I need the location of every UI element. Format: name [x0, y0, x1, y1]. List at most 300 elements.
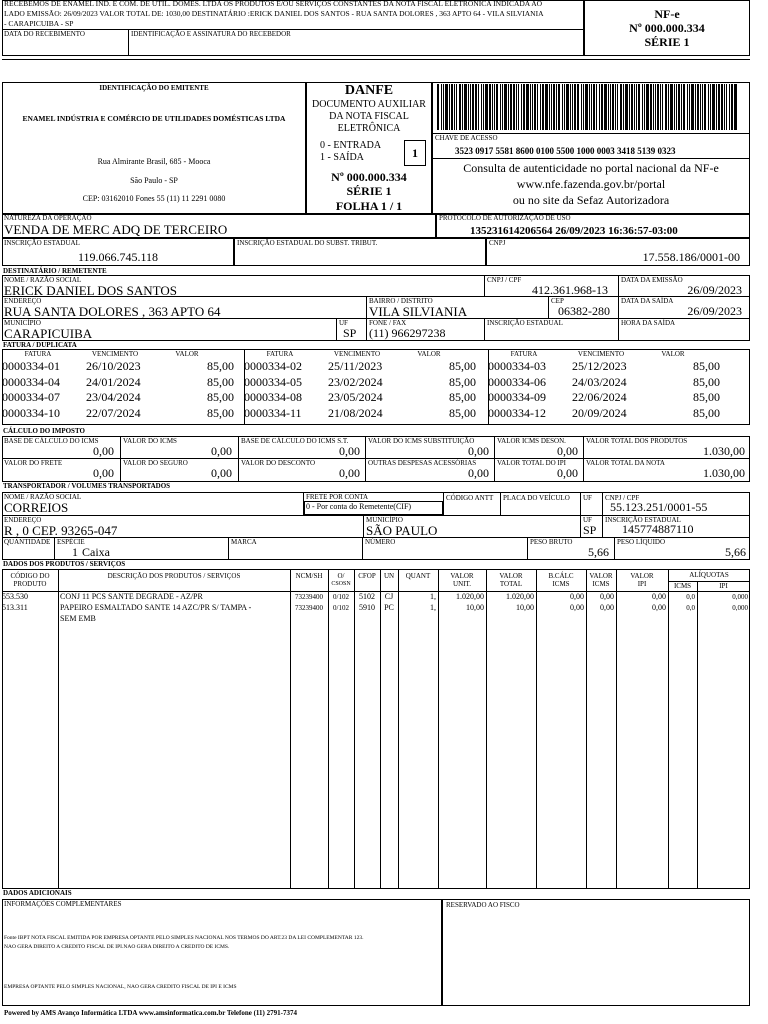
especie: Caixa: [82, 545, 110, 559]
dest-bairro: VILA SILVIANIA: [369, 304, 468, 319]
barcode-bar: [625, 84, 628, 130]
barcode-bar: [526, 84, 529, 130]
fatura-fatura: 0000334-09: [488, 390, 546, 404]
col-un: UN: [383, 572, 395, 580]
barcode-bar: [634, 84, 635, 130]
consulta-2: www.nfe.fazenda.gov.br/portal: [516, 177, 666, 191]
barcode-bar: [583, 84, 584, 130]
barcode-bar: [462, 84, 463, 130]
peso-bruto: 5,66: [588, 545, 609, 559]
barcode-bar: [566, 84, 569, 130]
bc-st: 0,00: [339, 444, 360, 458]
dest-fone: (11) 966297238: [369, 326, 446, 340]
dest-fone-label: FONE / FAX: [369, 319, 407, 327]
barcode-bar: [716, 84, 717, 130]
dest-saida-label: DATA DA SAÍDA: [621, 297, 674, 305]
produto-aicms: 0,0: [686, 593, 695, 601]
dest-hora-label: HORA DA SAÍDA: [621, 319, 676, 327]
dest-municipio: CARAPICUIBA: [4, 326, 93, 341]
barcode-bar: [564, 84, 565, 130]
peso-liquido-label: PESO LÍQUIDO: [617, 538, 666, 546]
transp-endereco: R , 0 CEP. 93265-047: [4, 523, 118, 538]
produto-bc: 0,00: [570, 603, 584, 612]
fatura-fatura: 0000334-03: [488, 359, 546, 373]
total-prod: 1.030,00: [703, 444, 745, 458]
fatura-valor: 85,00: [449, 390, 476, 404]
bc-icms-label: BASE DE CÁLCULO DO ICMS: [4, 437, 99, 445]
barcode-bar: [674, 84, 675, 130]
col-bc-1: B.CÁLC: [548, 572, 574, 580]
produto-codigo: 553.530: [2, 592, 28, 601]
seguro: 0,00: [211, 466, 232, 480]
danfe-folha: FOLHA 1 / 1: [335, 199, 403, 213]
fatura-venc: 24/01/2024: [86, 374, 141, 389]
icms-st: 0,00: [468, 444, 489, 458]
barcode-bar: [646, 84, 649, 130]
barcode-bar: [572, 84, 573, 130]
barcode-bar: [691, 84, 694, 130]
transp-uf2-label: UF: [583, 516, 592, 524]
transp-frete: 0 - Por conta do Remetente(CIF): [306, 502, 412, 511]
barcode-bar: [451, 84, 453, 130]
produto-aipi: 0,000: [732, 604, 748, 612]
col-descricao: DESCRIÇÃO DOS PRODUTOS / SERVIÇOS: [107, 572, 241, 580]
barcode-bar: [689, 84, 690, 130]
barcode-bar: [459, 84, 461, 130]
barcode-bar: [704, 84, 706, 130]
barcode-bar: [508, 84, 509, 130]
transp-frete-box: [304, 501, 443, 515]
barcode-bar: [441, 84, 442, 130]
outras-label: OUTRAS DESPESAS ACESSÓRIAS: [368, 459, 477, 467]
col-cst-1: O/: [337, 572, 345, 580]
natureza-value: VENDA DE MERC ADQ DE TERCEIRO: [4, 222, 228, 237]
col-vunit-1: VALOR: [450, 572, 474, 580]
barcode-bar: [468, 84, 469, 130]
produto-vunit: 10,00: [466, 603, 484, 612]
dest-nome: ERICK DANIEL DOS SANTOS: [4, 283, 177, 298]
assinatura-label: IDENTIFICAÇÃO E ASSINATURA DO RECEBEDOR: [131, 30, 291, 38]
produto-ncm: 73239400: [295, 604, 323, 612]
barcode-bar: [534, 84, 536, 130]
dest-endereco-label: ENDEREÇO: [4, 297, 42, 305]
barcode-bar: [670, 84, 673, 130]
barcode-bar: [542, 84, 544, 130]
destinatario-header: DESTINATÁRIO / REMETENTE: [3, 267, 107, 275]
fatura-valor: 85,00: [207, 405, 234, 420]
ie-label: INSCRIÇÃO ESTADUAL: [4, 239, 80, 247]
barcode-bar: [617, 84, 618, 130]
fatura-col-valor: VALOR: [175, 350, 199, 358]
barcode-bar: [700, 84, 701, 130]
barcode-bar: [558, 84, 560, 130]
barcode-bar: [695, 84, 696, 130]
col-aliq-ipi: IPI: [719, 582, 728, 590]
canhoto-text-1: RECEBEMOS DE ENAMEL IND. E COM. DE UTIL. DOMES. LTDA OS PRODUTOS E/OU SERVIÇOS CONSTANTES DA NOTA FISCAL ELETRÔNICA INDICADA AO: [4, 0, 543, 8]
barcode-bar: [620, 84, 622, 130]
cut-line: [2, 59, 750, 60]
ipi: 0,00: [557, 466, 578, 480]
ipi-label: VALOR TOTAL DO IPI: [497, 459, 566, 467]
transp-placa-label: PLACA DO VEÍCULO: [503, 494, 570, 502]
emitente-endereco: Rua Almirante Brasil, 685 - Mooca: [97, 157, 211, 166]
barcode-bar: [665, 84, 667, 130]
chave-label: CHAVE DE ACESSO: [435, 134, 498, 142]
danfe-title: DANFE: [344, 83, 394, 98]
col-codigo-2: PRODUTO: [13, 580, 47, 588]
outras: 0,00: [468, 466, 489, 480]
produto-vicms: 0,00: [600, 592, 614, 601]
col-aliquotas: ALÍQUOTAS: [689, 571, 729, 579]
barcode-bar: [456, 84, 457, 130]
barcode-bar: [636, 84, 637, 130]
barcode-bar: [496, 84, 498, 130]
imposto-header: CÁLCULO DO IMPOSTO: [3, 427, 85, 435]
barcode-bar: [610, 84, 611, 130]
fatura-fatura: 0000334-01: [2, 359, 60, 373]
col-quant: QUANT: [405, 572, 431, 580]
produto-bc: 0,00: [570, 592, 584, 601]
chave-value: 3523 0917 5581 8600 0100 5500 1000 0003 3418 5139 0323: [455, 146, 676, 156]
fatura-valor: 85,00: [449, 359, 476, 373]
col-vicms-1: VALOR: [589, 572, 613, 580]
barcode-bar: [454, 84, 455, 130]
fatura-valor: 85,00: [207, 359, 234, 373]
barcode-bar: [612, 84, 614, 130]
fatura-valor: 85,00: [693, 405, 720, 420]
info-2: NAO GERA DIREITO A CREDITO FISCAL DE IPI.NAO GERA DIREITO A CREDITO DE ICMS.: [4, 944, 230, 950]
barcode-bar: [660, 84, 661, 130]
barcode-bar: [655, 84, 656, 130]
danfe-sub3: ELETRÔNICA: [337, 123, 401, 134]
fatura-fatura: 0000334-12: [488, 405, 546, 420]
barcode-bar: [445, 84, 448, 130]
barcode-bar: [549, 84, 550, 130]
fisco-label: RESERVADO AO FISCO: [446, 901, 520, 909]
canhoto-text-3: - CARAPICUIBA - SP: [4, 19, 74, 28]
barcode-bar: [585, 84, 588, 130]
total-nota: 1.030,00: [703, 466, 745, 480]
barcode-bar: [540, 84, 541, 130]
barcode-bar: [556, 84, 557, 130]
barcode-bar: [574, 84, 576, 130]
barcode-bar: [668, 84, 669, 130]
transp-antt-label: CÓDIGO ANTT: [446, 494, 494, 502]
numero-label: NÚMERO: [365, 538, 396, 546]
barcode-bar: [712, 84, 715, 130]
barcode-bar: [472, 84, 474, 130]
produtos-box: [2, 569, 750, 889]
barcode-bar: [683, 84, 685, 130]
danfe-serie: SÉRIE 1: [346, 184, 392, 198]
emitente-nome: ENAMEL INDÚSTRIA E COMÉRCIO DE UTILIDADES DOMÉSTICAS LTDA: [22, 114, 286, 123]
barcode-bar: [681, 84, 682, 130]
barcode-bar: [551, 84, 552, 130]
danfe-sub1: DOCUMENTO AUXILIAR: [312, 99, 426, 110]
barcode-bar: [708, 84, 709, 130]
barcode-bar: [653, 84, 654, 130]
bc-icms: 0,00: [93, 444, 114, 458]
dest-saida: 26/09/2023: [687, 304, 742, 318]
transp-endereco-label: ENDEREÇO: [4, 516, 42, 524]
info-3: EMPRESA OPTANTE PELO SIMPLES NACIONAL, NAO GERA CREDITO FISCAL DE IPI E ICMS: [4, 984, 237, 990]
fatura-fatura: 0000334-11: [244, 405, 302, 420]
col-aliq-icms: ICMS: [673, 582, 692, 590]
fatura-fatura: 0000334-08: [244, 390, 302, 404]
col-codigo-1: CÓDIGO DO: [10, 572, 50, 580]
fatura-col-fatura: FATURA: [510, 350, 538, 358]
danfe-saida: 1 - SAÍDA: [320, 152, 364, 163]
barcode-bar: [492, 84, 493, 130]
peso-bruto-label: PESO BRUTO: [530, 538, 573, 546]
barcode-bar: [518, 84, 519, 130]
fatura-venc: 24/03/2024: [572, 374, 627, 389]
barcode-bar: [581, 84, 582, 130]
barcode-bar: [724, 84, 725, 130]
icms-st-label: VALOR DO ICMS SUBSTITUIÇÃO: [368, 437, 475, 445]
barcode-bar: [513, 84, 515, 130]
barcode-bar: [489, 84, 491, 130]
barcode-bar: [475, 84, 477, 130]
ie-value: 119.066.745.118: [77, 250, 159, 264]
barcode-bar: [650, 84, 652, 130]
dest-cep: 06382-280: [558, 304, 610, 318]
col-vipi-2: IPI: [637, 580, 647, 588]
canhoto-nfe: NF-e: [654, 7, 680, 21]
dest-ie-label: INSCRIÇÃO ESTADUAL: [487, 319, 563, 327]
info-1: Fonte IBPT NOTA FISCAL EMITIDA POR EMPRESA OPTANTE PELO SIMPLES NACIONAL NOS TERMOS DO ART.23 DA LEI COMPLEMENTAR 123.: [4, 935, 364, 941]
barcode: [437, 84, 745, 130]
seguro-label: VALOR DO SEGURO: [123, 459, 188, 467]
barcode-bar: [504, 84, 507, 130]
natureza-label: NATUREZA DA OPERAÇÃO: [4, 214, 92, 222]
barcode-bar: [530, 84, 531, 130]
barcode-bar: [729, 84, 730, 130]
produto-cfop: 5102: [359, 592, 375, 601]
barcode-bar: [734, 84, 737, 130]
emitente-header: IDENTIFICAÇÃO DO EMITENTE: [99, 84, 209, 92]
transp-uf-label: UF: [583, 494, 592, 502]
produto-vipi: 0,00: [652, 592, 666, 601]
transp-uf2: SP: [583, 523, 597, 537]
barcode-bar: [638, 84, 640, 130]
produto-descricao: PAPEIRO ESMALTADO SANTE 14 AZC/PR S/ TAMPA -: [60, 603, 252, 612]
produto-vicms: 0,00: [600, 603, 614, 612]
canhoto-numero: Nº 000.000.334: [629, 21, 705, 35]
protocolo-label: PROTOCOLO DE AUTORIZAÇÃO DE USO: [439, 214, 571, 222]
barcode-bar: [702, 84, 703, 130]
transp-cnpj: 55.123.251/0001-55: [610, 500, 708, 514]
col-cst-2: CSOSN: [331, 581, 351, 587]
barcode-bar: [721, 84, 723, 130]
frete-label: VALOR DO FRETE: [4, 459, 63, 467]
frete: 0,00: [93, 466, 114, 480]
dest-municipio-label: MUNICÍPIO: [4, 319, 41, 327]
barcode-bar: [483, 84, 484, 130]
barcode-bar: [449, 84, 450, 130]
barcode-bar: [500, 84, 501, 130]
fatura-col-valor: VALOR: [417, 350, 441, 358]
barcode-bar: [623, 84, 624, 130]
dest-nome-label: NOME / RAZÃO SOCIAL: [4, 276, 82, 284]
produtos-header: DADOS DOS PRODUTOS / SERVIÇOS: [3, 560, 126, 568]
data-recebimento-label: DATA DO RECEBIMENTO: [4, 30, 85, 38]
dest-emissao-label: DATA DA EMISSÃO: [621, 276, 683, 284]
produto-cst: 0/102: [333, 604, 349, 612]
produto-un: PC: [384, 603, 394, 612]
dest-uf-label: UF: [339, 319, 348, 327]
dest-emissao: 26/09/2023: [687, 283, 742, 297]
peso-liquido: 5,66: [725, 545, 746, 559]
barcode-bar: [593, 84, 595, 130]
info-label: INFORMAÇÕES COMPLEMENTARES: [4, 900, 122, 908]
barcode-bar: [537, 84, 538, 130]
barcode-bar: [470, 84, 471, 130]
emitente-cep-fone: CEP: 03162010 Fones 55 (11) 11 2291 0080: [82, 194, 226, 203]
barcode-bar: [657, 84, 659, 130]
icms: 0,00: [211, 444, 232, 458]
fatura-valor: 85,00: [693, 359, 720, 373]
col-cfop: CFOP: [358, 572, 376, 580]
barcode-bar: [523, 84, 525, 130]
fatura-header: FATURA / DUPLICATA: [3, 341, 77, 349]
dest-bairro-label: BAIRRO / DISTRITO: [369, 297, 433, 305]
fatura-venc: 23/05/2024: [328, 390, 383, 404]
col-ncm: NCM/SH: [295, 572, 323, 580]
total-prod-label: VALOR TOTAL DOS PRODUTOS: [586, 437, 688, 445]
col-bc-2: ICMS: [552, 580, 570, 588]
barcode-bar: [642, 84, 643, 130]
fatura-venc: 25/11/2023: [328, 359, 383, 373]
barcode-bar: [443, 84, 444, 130]
dest-cnpj-label: CNPJ / CPF: [487, 276, 522, 284]
barcode-bar: [608, 84, 609, 130]
produto-ncm: 73239400: [295, 593, 323, 601]
bc-st-label: BASE DE CÁLCULO DO ICMS S.T.: [241, 437, 349, 445]
barcode-bar: [629, 84, 630, 130]
danfe-sub2: DA NOTA FISCAL: [329, 111, 409, 122]
barcode-bar: [494, 84, 495, 130]
barcode-bar: [710, 84, 711, 130]
fatura-valor: 85,00: [449, 374, 476, 389]
barcode-bar: [697, 84, 699, 130]
footer: Powered by AMS Avanço Informática LTDA www.amsinformatica.com.br Telefone (11) 2791-7374: [4, 1009, 297, 1017]
fatura-valor: 85,00: [693, 390, 720, 404]
dest-cnpj: 412.361.968-13: [532, 283, 608, 297]
fisco-box: [442, 899, 750, 1006]
barcode-bar: [718, 84, 720, 130]
fatura-venc: 22/07/2024: [86, 405, 141, 420]
fatura-valor: 85,00: [207, 390, 234, 404]
col-vtotal-2: TOTAL: [499, 580, 523, 588]
danfe-entrada: 0 - ENTRADA: [320, 140, 382, 151]
barcode-bar: [521, 84, 522, 130]
barcode-bar: [601, 84, 603, 130]
fatura-fatura: 0000334-02: [244, 359, 302, 373]
consulta-3: ou no site da Sefaz Autorizadora: [512, 193, 670, 207]
fatura-col-fatura: FATURA: [266, 350, 294, 358]
deson: 0,00: [557, 444, 578, 458]
produto-cfop: 5910: [359, 603, 375, 612]
transp-ie: 145774887110: [622, 522, 694, 536]
fatura-col-fatura: FATURA: [24, 350, 52, 358]
emitente-cidade: São Paulo - SP: [130, 176, 178, 185]
produto-vipi: 0,00: [652, 603, 666, 612]
fatura-fatura: 0000334-07: [2, 390, 60, 404]
barcode-bar: [615, 84, 616, 130]
produto-descricao: CONJ 11 PCS SANTE DEGRADE - AZ/PR: [60, 592, 203, 601]
produto-descricao: SEM EMB: [60, 614, 96, 623]
barcode-bar: [676, 84, 677, 130]
transp-ie-label: INSCRIÇÃO ESTADUAL: [605, 516, 681, 524]
fatura-venc: 26/10/2023: [86, 359, 141, 373]
canhoto-text-2: LADO EMISSÃO: 26/09/2023 VALOR TOTAL DE: 1030,00 DESTINATÁRIO :ERICK DANIEL DOS SANTOS - RUA SANTA DOLORES , 363 APTO 64 - VILA SILVIANIA: [4, 9, 544, 18]
produto-cst: 0/102: [333, 593, 349, 601]
danfe-numero: Nº 000.000.334: [331, 170, 407, 184]
barcode-bar: [631, 84, 633, 130]
barcode-bar: [599, 84, 600, 130]
col-vtotal-1: VALOR: [499, 572, 523, 580]
icms-label: VALOR DO ICMS: [123, 437, 177, 445]
produto-codigo: 513.311: [2, 603, 28, 612]
barcode-bar: [464, 84, 467, 130]
fatura-fatura: 0000334-10: [2, 405, 60, 420]
transp-nome-label: NOME / RAZÃO SOCIAL: [4, 493, 82, 501]
fatura-venc: 21/08/2024: [328, 405, 383, 420]
fatura-valor: 85,00: [449, 405, 476, 420]
produto-aicms: 0,0: [686, 604, 695, 612]
protocolo-value: 135231614206564 26/09/2023 16:36:57-03:00: [470, 225, 678, 237]
barcode-bar: [591, 84, 592, 130]
fatura-col-venc: VENCIMENTO: [333, 350, 381, 358]
produto-quant: 1,: [430, 592, 436, 601]
transp-nome: CORREIOS: [4, 500, 69, 515]
barcode-bar: [532, 84, 533, 130]
qtd-label: QUANTIDADE: [4, 538, 51, 546]
fatura-venc: 23/02/2024: [328, 374, 383, 389]
barcode-bar: [553, 84, 555, 130]
barcode-bar: [481, 84, 482, 130]
transp-municipio-label: MUNICÍPIO: [366, 516, 403, 524]
barcode-bar: [687, 84, 688, 130]
produto-quant: 1,: [430, 603, 436, 612]
fatura-col-valor: VALOR: [661, 350, 685, 358]
fatura-venc: 23/04/2024: [86, 390, 141, 404]
deson-label: VALOR ICMS DESON.: [497, 437, 566, 445]
barcode-bar: [510, 84, 512, 130]
barcode-bar: [502, 84, 503, 130]
barcode-bar: [577, 84, 579, 130]
fatura-fatura: 0000334-06: [488, 374, 546, 389]
col-vipi-1: VALOR: [630, 572, 654, 580]
barcode-bar: [562, 84, 563, 130]
barcode-bar: [485, 84, 488, 130]
fatura-col-venc: VENCIMENTO: [91, 350, 139, 358]
desconto: 0,00: [339, 466, 360, 480]
barcode-bar: [478, 84, 479, 130]
barcode-bar: [570, 84, 571, 130]
danfe-tipo: 1: [412, 146, 418, 160]
cnpj-value: 17.558.186/0001-00: [642, 250, 740, 264]
fatura-venc: 20/09/2024: [572, 405, 627, 420]
fatura-fatura: 0000334-05: [244, 374, 302, 389]
total-nota-label: VALOR TOTAL DA NOTA: [586, 459, 665, 467]
fatura-venc: 22/06/2024: [572, 390, 627, 404]
produto-un: CJ: [384, 592, 394, 601]
dest-uf: SP: [343, 326, 357, 340]
produto-vtotal: 10,00: [516, 603, 534, 612]
marca-label: MARCA: [231, 538, 257, 546]
